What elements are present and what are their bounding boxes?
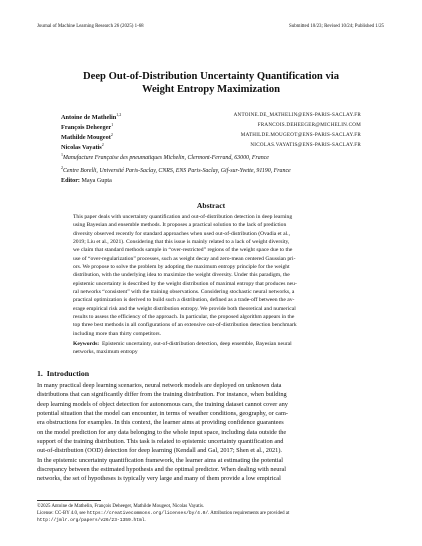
intro-line: In the epistemic uncertainty quantification framework, the learner aims at estimating the potential: [37, 456, 284, 464]
intro-line: distributions that can significantly differ from the training distribution. For instance, when building: [37, 391, 287, 399]
author-name: François Deheeger$^1$: [61, 122, 114, 132]
author-email: MATHILDE.MOUGEOT@ENS-PARIS-SACLAY.FR: [240, 132, 361, 138]
abstract-line: erage empirical risk and the weight distribution entropy. We provide both theoretical and numerical: [73, 305, 296, 312]
abstract-line: including more than thirty competitors.: [73, 330, 162, 337]
submission-dates: Submitted 10/23; Revised 10/24; Published 1/25: [289, 24, 384, 29]
intro-line: era obstructions for examples. In this context, the learner aims at providing confidence guarantees: [37, 419, 284, 427]
intro-line: deep learning models of object detection for autonomous cars, the training dataset cannot cover any: [37, 400, 288, 408]
author-block: [61, 110, 361, 176]
affiliation: $^2$Centre Borelli, Université Paris-Saclay, CNRS, ENS Paris-Saclay, Gif-sur-Yvette, 91190, France: [61, 164, 291, 174]
abstract-line: ors. We propose to solve the problem by adopting the maximum entropy principle for the weight: [73, 264, 290, 271]
intro-line: In many practical deep learning scenarios, neural network models are deployed on unknown data: [37, 382, 282, 389]
author-row: [61, 110, 361, 120]
abstract-line: 2019; Liu et al., 2021). Considering that this issue is mainly related to a lack of weight diversity,: [73, 239, 290, 246]
author-row: [61, 120, 361, 130]
author-email: ANTOINE.DE_MATHELIN@ENS-PARIS-SACLAY.FR: [233, 112, 361, 118]
abstract-line: ral networks “consistent” with the training observations. Considering stochastic neural networks, a: [73, 289, 295, 296]
abstract-line: This paper deals with uncertainty quantification and out-of-distribution detection in deep learning: [73, 214, 293, 220]
keywords-line-2: networks, maximum entropy: [73, 349, 138, 356]
intro-line: networks, the set of hypotheses is typically very large and many of them provide a low empirical: [37, 475, 281, 483]
license-footer: [37, 503, 385, 525]
license-line: License: CC-BY 4.0, see https://creativecommons.org/licenses/by/4.0/. Attribution requirements are provided at: [37, 511, 290, 517]
intro-line: out-of-distribution (OOD) detection for deep learning (Kendall and Gal, 2017; Shen et al., 2021).: [37, 447, 282, 455]
abstract-heading: Abstract: [196, 201, 226, 210]
keywords-line-1: Epistemic uncertainty, out-of-distribution detection, deep ensemble, Bayesian neural: [102, 341, 292, 347]
intro-line: on the model prediction for any data belonging to the whole input space, including data outside the: [37, 428, 287, 436]
editor-label: Editor:: [61, 178, 80, 184]
keywords-label: Keywords:: [73, 341, 100, 347]
abstract-line: top three best methods in all configurations of an extensive out-of-distribution detection benchmark: [73, 322, 297, 329]
abstract-body: [73, 213, 359, 338]
intro-body: [37, 381, 385, 484]
title-line-1: Deep Out-of-Distribution Uncertainty Quantification via: [82, 71, 339, 82]
intro-line: support of the training distribution. This task is related to epistemic uncertainty quantification and: [37, 438, 284, 446]
title-line-2: Weight Entropy Maximization: [141, 84, 281, 95]
abstract-line: diversity observed recently for standard approaches when used out-of-distribution (Ovadia et al.,: [73, 230, 290, 237]
abstract-line: using Bayesian and ensemble methods. It proposes a practical solution to the lack of prediction: [73, 222, 287, 229]
footnote-divider: [37, 500, 101, 501]
abstract-line: we claim that standard methods sample in “over-restricted” regions of the weight space due to the: [73, 247, 293, 254]
section-title: Introduction: [46, 369, 90, 378]
author-name: Nicolas Vayatis$^2$: [61, 142, 104, 152]
license-link[interactable]: https://creativecommons.org/licenses/by/4.0/: [86, 511, 209, 517]
author-row: [61, 130, 361, 140]
author-name: Mathilde Mougeot$^2$: [61, 132, 113, 142]
author-email: NICOLAS.VAYATIS@ENS-PARIS-SACLAY.FR: [250, 142, 361, 148]
author-name: Antoine de Mathelin$^{1,2}$: [61, 112, 122, 122]
abstract-line: distribution, with the underlying idea to maximize the weight diversity. Under this paradigm, the: [73, 272, 290, 279]
running-header: [37, 24, 384, 34]
author-email: FRANCOIS.DEHEEGER@MICHELIN.COM: [257, 122, 361, 128]
attribution-link[interactable]: http://jmlr.org/papers/v26/23-1359.html: [37, 518, 145, 524]
abstract-line: practical optimization is derived to build such a distribution, defined as a trade-off between the av-: [73, 297, 295, 304]
section-number: 1.: [37, 369, 43, 378]
intro-line: potential situation that the model can encounter, in terms of weather conditions, geography, or cam-: [37, 410, 288, 418]
paper-title: [0, 70, 422, 96]
abstract-line: results to assess the efficiency of the approach. In particular, the proposed algorithm appears in the: [73, 314, 295, 321]
abstract-line: epistemic uncertainty is described by the weight distribution of maximal entropy that produces neu-: [73, 280, 297, 287]
keywords: [73, 340, 359, 357]
editor-name: Maya Gupta: [81, 178, 112, 184]
affiliation: $^1$Manufacture Française des pneumatiques Michelin, Clermont-Ferrand, 63000, France: [61, 152, 269, 161]
abstract-line: use of “over-regularization” processes, such as weight decay and zero-mean centered Gaussian pri-: [73, 255, 296, 262]
copyright-line: ©2025 Antoine de Mathelin, François Deheeger, Mathilde Mougeot, Nicolas Vayatis.: [37, 504, 205, 509]
author-row: [61, 140, 361, 150]
attribution-line: http://jmlr.org/papers/v26/23-1359.html.: [37, 518, 146, 524]
editor-line: [61, 178, 112, 184]
intro-line: discrepancy between the estimated hypothesis and the optimal predictor. When dealing with neural: [37, 466, 287, 474]
section-heading: [37, 369, 89, 378]
journal-info: Journal of Machine Learning Research 26 (2025) 1-68: [37, 24, 144, 29]
